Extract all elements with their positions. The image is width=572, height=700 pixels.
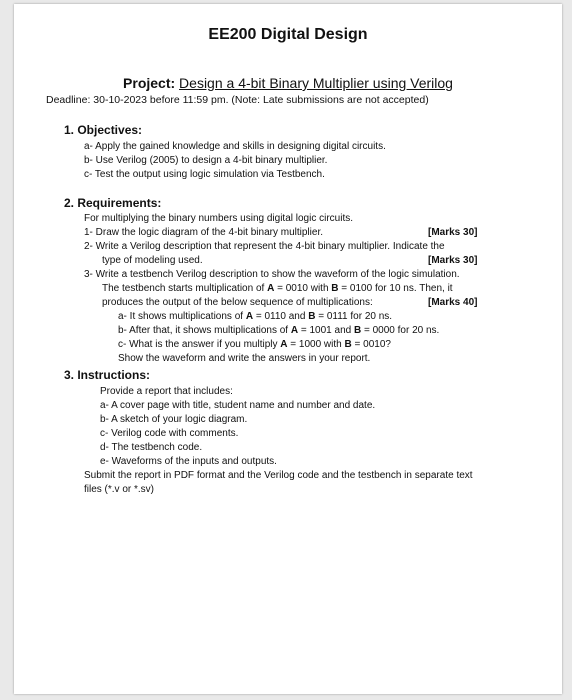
submit-text-cont: files (*.v or *.sv) — [84, 484, 155, 495]
sub-item-a: a- It shows multiplications of A = 0110 and B = 0111 for 20 ns. — [118, 311, 393, 322]
show-waveform-text: Show the waveform and write the answers in your report. — [118, 353, 371, 364]
project-label: Project: — [123, 75, 176, 91]
project-topic: Design a 4-bit Binary Multiplier using Verilog — [179, 75, 453, 91]
requirement-item-3: 3- Write a testbench Verilog description to show the waveform of the logic simulation. — [84, 269, 460, 280]
instructions-heading: 3. Instructions: — [64, 368, 151, 382]
marks-label: [Marks 30] — [428, 227, 478, 238]
project-line — [14, 75, 562, 91]
sub-item-b: b- After that, it shows multiplications of A = 1001 and B = 0000 for 20 ns. — [118, 325, 440, 336]
deadline-text: Deadline: 30-10-2023 before 11:59 pm. (Note: Late submissions are not accepted) — [46, 94, 429, 106]
instruction-item: b- A sketch of your logic diagram. — [100, 414, 248, 425]
instruction-item: a- A cover page with title, student name and number and date. — [100, 400, 376, 411]
requirement-item-3-cont: produces the output of the below sequence of multiplications: — [102, 297, 373, 308]
instructions-intro: Provide a report that includes: — [100, 386, 233, 397]
objective-item: c- Test the output using logic simulation via Testbench. — [84, 169, 325, 180]
objective-item: b- Use Verilog (2005) to design a 4-bit binary multiplier. — [84, 155, 328, 166]
submit-text: Submit the report in PDF format and the Verilog code and the testbench in separate text — [84, 470, 473, 481]
requirement-item-2: 2- Write a Verilog description that represent the 4-bit binary multiplier. Indicate the — [84, 241, 445, 252]
objective-item: a- Apply the gained knowledge and skills in designing digital circuits. — [84, 141, 386, 152]
requirements-intro: For multiplying the binary numbers using digital logic circuits. — [84, 213, 354, 224]
marks-label: [Marks 30] — [428, 255, 478, 266]
instruction-item: d- The testbench code. — [100, 442, 203, 453]
requirement-item-2-cont: type of modeling used. — [102, 255, 203, 266]
instruction-item: c- Verilog code with comments. — [100, 428, 239, 439]
sub-item-c: c- What is the answer if you multiply A = 1000 with B = 0010? — [118, 339, 391, 350]
objectives-heading: 1. Objectives: — [64, 123, 143, 137]
requirement-item-1: 1- Draw the logic diagram of the 4-bit binary multiplier. — [84, 227, 323, 238]
marks-label: [Marks 40] — [428, 297, 478, 308]
requirement-item-3-cont: The testbench starts multiplication of A = 0010 with B = 0100 for 10 ns. Then, it — [102, 283, 453, 294]
document-title: EE200 Digital Design — [208, 26, 368, 43]
document-page — [14, 4, 562, 694]
requirements-heading: 2. Requirements: — [64, 196, 162, 210]
instruction-item: e- Waveforms of the inputs and outputs. — [100, 456, 277, 467]
